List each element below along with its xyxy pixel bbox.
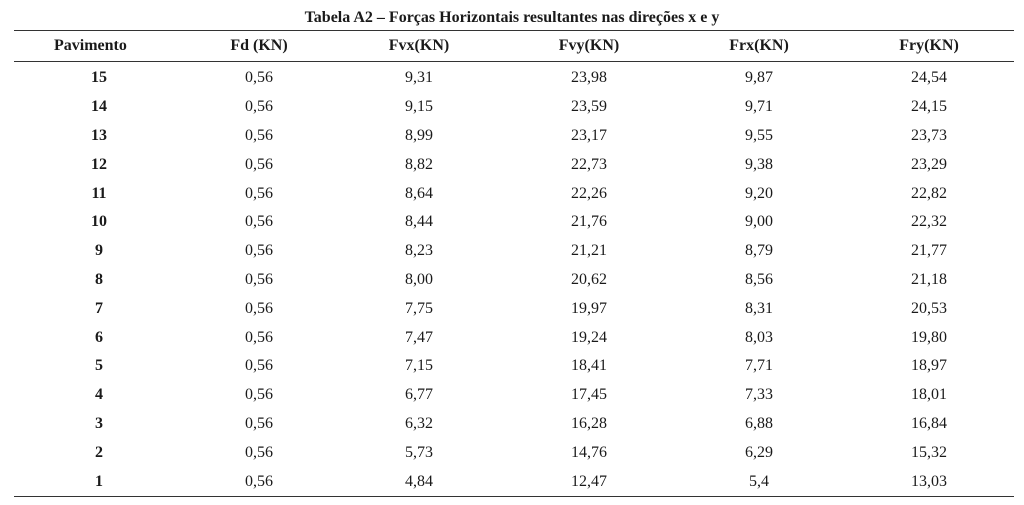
cell-pavimento: 13 <box>91 126 107 144</box>
cell-fvy: 14,76 <box>571 443 607 461</box>
cell-fry: 13,03 <box>911 472 947 490</box>
cell-fry: 18,97 <box>911 357 947 375</box>
cell-frx: 6,29 <box>745 443 773 461</box>
cell-frx: 8,03 <box>745 328 773 346</box>
table-header <box>14 31 1014 62</box>
cell-fry: 23,73 <box>911 126 947 144</box>
cell-pavimento: 14 <box>91 98 107 116</box>
cell-pavimento: 7 <box>95 299 103 317</box>
cell-fry: 20,53 <box>911 299 947 317</box>
cell-fry: 19,80 <box>911 328 947 346</box>
cell-frx: 9,38 <box>745 155 773 173</box>
cell-frx: 9,00 <box>745 213 773 231</box>
cell-fvx: 7,15 <box>405 357 433 375</box>
cell-fry: 22,82 <box>911 184 947 202</box>
table-row <box>14 179 1014 208</box>
table-row <box>14 237 1014 266</box>
cell-pavimento: 3 <box>95 414 103 432</box>
cell-fvy: 23,59 <box>571 98 607 116</box>
cell-fvy: 19,24 <box>571 328 607 346</box>
cell-frx: 8,31 <box>745 299 773 317</box>
cell-fvx: 8,82 <box>405 155 433 173</box>
cell-pavimento: 11 <box>91 184 107 202</box>
cell-fry: 16,84 <box>911 414 947 432</box>
cell-fd: 0,56 <box>245 472 273 490</box>
cell-pavimento: 1 <box>95 472 103 490</box>
cell-fvx: 8,00 <box>405 270 433 288</box>
cell-fd: 0,56 <box>245 270 273 288</box>
cell-frx: 7,33 <box>745 386 773 404</box>
table-row <box>14 467 1014 496</box>
cell-fvy: 22,73 <box>571 155 607 173</box>
cell-fvy: 23,98 <box>571 69 607 87</box>
cell-fd: 0,56 <box>245 155 273 173</box>
cell-frx: 9,20 <box>745 184 773 202</box>
cell-fd: 0,56 <box>245 414 273 432</box>
cell-fry: 24,54 <box>911 69 947 87</box>
cell-fvx: 7,75 <box>405 299 433 317</box>
cell-fvx: 6,77 <box>405 386 433 404</box>
header-row <box>14 31 1014 62</box>
cell-fd: 0,56 <box>245 299 273 317</box>
cell-fvx: 8,99 <box>405 126 433 144</box>
cell-fvy: 19,97 <box>571 299 607 317</box>
cell-fvx: 9,31 <box>405 69 433 87</box>
cell-frx: 8,56 <box>745 270 773 288</box>
cell-pavimento: 2 <box>95 443 103 461</box>
cell-fd: 0,56 <box>245 443 273 461</box>
cell-fvx: 6,32 <box>405 414 433 432</box>
cell-fry: 15,32 <box>911 443 947 461</box>
table-row <box>14 381 1014 410</box>
cell-fry: 21,18 <box>911 270 947 288</box>
cell-pavimento: 4 <box>95 386 103 404</box>
cell-pavimento: 10 <box>91 213 107 231</box>
cell-frx: 9,87 <box>745 69 773 87</box>
cell-fvx: 9,15 <box>405 98 433 116</box>
header-fd: Fd (KN) <box>230 37 288 54</box>
cell-fvy: 21,76 <box>571 213 607 231</box>
cell-fvy: 16,28 <box>571 414 607 432</box>
header-fvx: Fvx(KN) <box>388 37 450 54</box>
table-row <box>14 150 1014 179</box>
header-fvy: Fvy(KN) <box>558 37 620 54</box>
cell-fd: 0,56 <box>245 328 273 346</box>
table-row <box>14 266 1014 295</box>
cell-fvy: 17,45 <box>571 386 607 404</box>
cell-pavimento: 15 <box>91 69 107 87</box>
cell-fd: 0,56 <box>245 184 273 202</box>
header-fry: Fry(KN) <box>899 37 959 54</box>
table-row <box>14 438 1014 467</box>
cell-pavimento: 5 <box>95 357 103 375</box>
cell-fvy: 18,41 <box>571 357 607 375</box>
cell-frx: 5,4 <box>749 472 769 490</box>
cell-frx: 9,71 <box>745 98 773 116</box>
header-frx: Frx(KN) <box>729 37 789 54</box>
cell-fvx: 8,64 <box>405 184 433 202</box>
cell-fvx: 7,47 <box>405 328 433 346</box>
cell-pavimento: 12 <box>91 155 107 173</box>
cell-frx: 9,55 <box>745 126 773 144</box>
cell-fry: 22,32 <box>911 213 947 231</box>
cell-fvy: 23,17 <box>571 126 607 144</box>
cell-frx: 7,71 <box>745 357 773 375</box>
forces-table <box>14 30 1014 497</box>
cell-frx: 6,88 <box>745 414 773 432</box>
cell-fvx: 4,84 <box>405 472 433 490</box>
cell-fd: 0,56 <box>245 213 273 231</box>
table-row <box>14 410 1014 439</box>
cell-fd: 0,56 <box>245 357 273 375</box>
cell-fvy: 21,21 <box>571 242 607 260</box>
cell-fd: 0,56 <box>245 386 273 404</box>
cell-fvx: 8,44 <box>405 213 433 231</box>
cell-fd: 0,56 <box>245 242 273 260</box>
table-row <box>14 323 1014 352</box>
cell-fd: 0,56 <box>245 98 273 116</box>
table-row <box>14 352 1014 381</box>
cell-fd: 0,56 <box>245 126 273 144</box>
cell-fd: 0,56 <box>245 69 273 87</box>
table-row <box>14 62 1014 93</box>
cell-fry: 24,15 <box>911 98 947 116</box>
cell-fvx: 8,23 <box>405 242 433 260</box>
table-row <box>14 93 1014 122</box>
cell-fvy: 12,47 <box>571 472 607 490</box>
table-row <box>14 294 1014 323</box>
table-title: Tabela A2 – Forças Horizontais resultantes nas direções x e y <box>304 9 720 26</box>
cell-fry: 21,77 <box>911 242 947 260</box>
cell-fry: 18,01 <box>911 386 947 404</box>
cell-fry: 23,29 <box>911 155 947 173</box>
table-row <box>14 208 1014 237</box>
table-row <box>14 122 1014 151</box>
header-pavimento: Pavimento <box>54 37 127 54</box>
cell-pavimento: 6 <box>95 328 103 346</box>
cell-pavimento: 8 <box>95 270 103 288</box>
cell-fvx: 5,73 <box>405 443 433 461</box>
cell-pavimento: 9 <box>95 242 103 260</box>
cell-frx: 8,79 <box>745 242 773 260</box>
cell-fvy: 22,26 <box>571 184 607 202</box>
forces-table-container <box>14 30 1014 497</box>
cell-fvy: 20,62 <box>571 270 607 288</box>
table-body <box>14 62 1014 497</box>
